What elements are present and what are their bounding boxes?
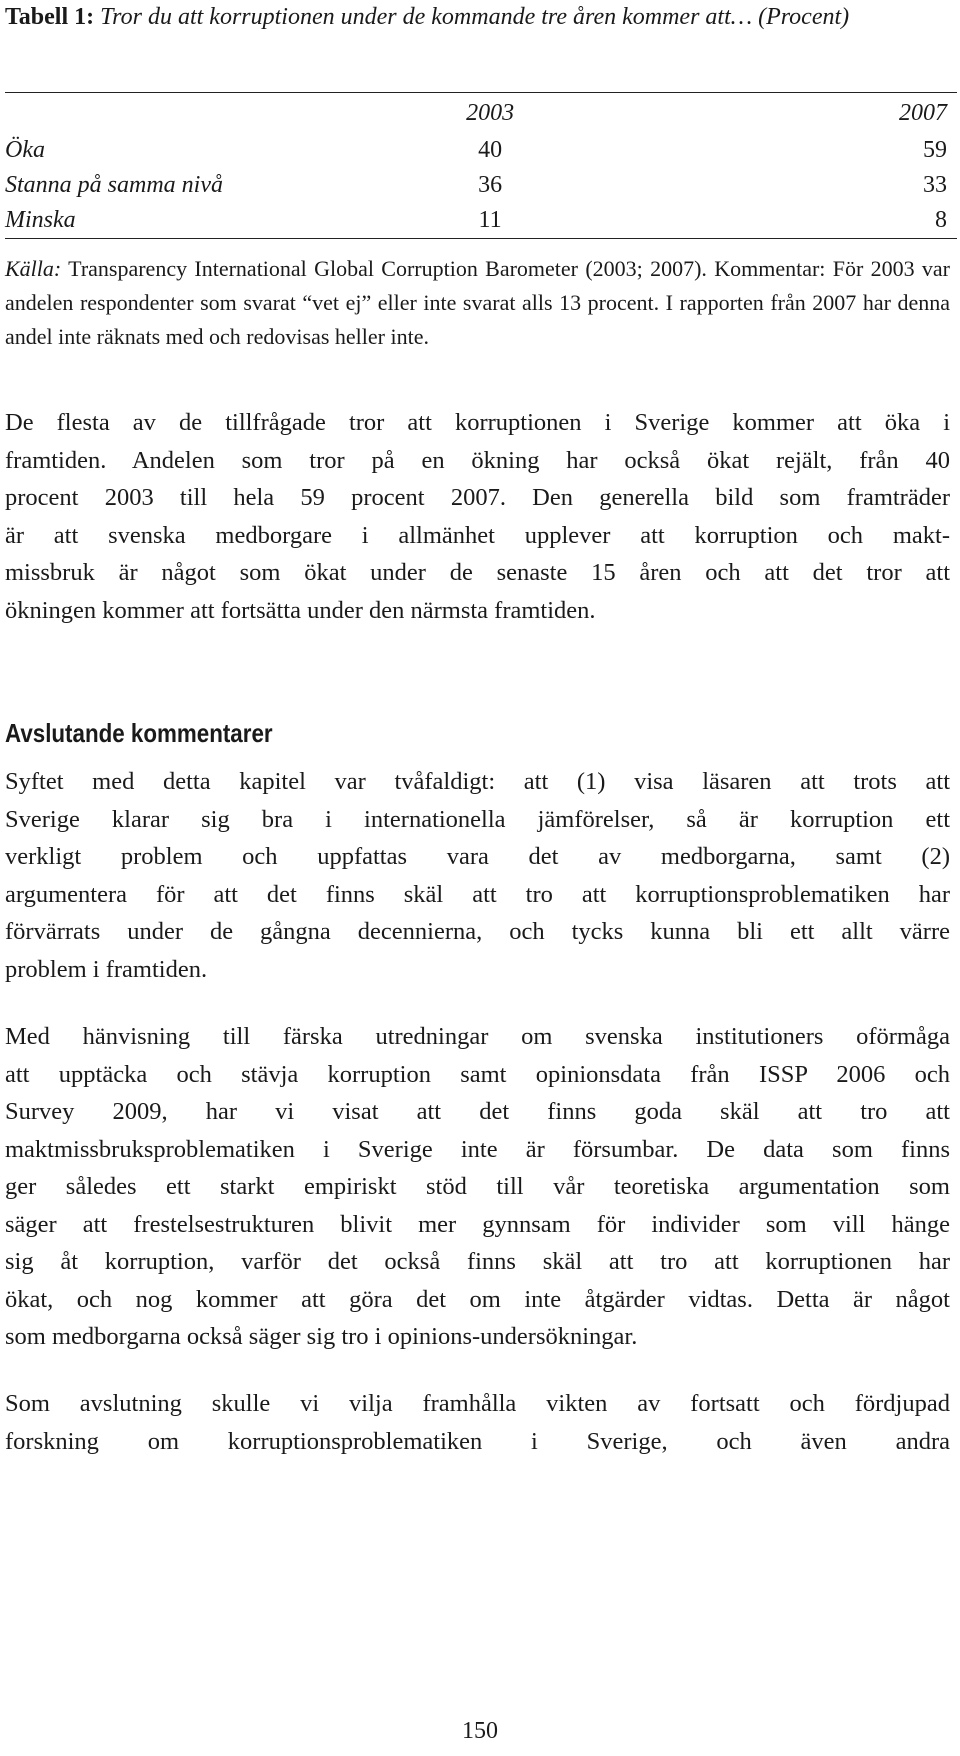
- cell-2007: 33: [923, 172, 947, 198]
- text-line: Med hänvisning till färska utredningar om svenska institutioners oförmåga: [5, 1023, 950, 1050]
- text-line: Syftet med detta kapitel var tvåfaldigt: att (1) visa läsaren att trots att: [5, 768, 950, 795]
- text-line: maktmissbruksproblematiken i Sverige inte är försumbar. De data som finns: [5, 1135, 950, 1163]
- text-line: som medborgarna också säger sig tro i opinions-undersökningar.: [5, 1323, 638, 1350]
- row-label: Öka: [5, 137, 45, 163]
- text-line: förvärrats under de gångna decennierna, och tycks kunna bli ett allt värre: [5, 918, 950, 945]
- page-number: 150: [462, 1718, 498, 1744]
- text-line: är att svenska medborgare i allmänhet upplever att korruption och makt-: [5, 521, 950, 549]
- text-line: säger att frestelsestrukturen blivit mer gynnsam för individer som vill hänge: [5, 1210, 950, 1238]
- text-line: sig åt korruption, varför det också finns skäl att tro att korruptionen har: [5, 1248, 950, 1275]
- text-line: De flesta av de tillfrågade tror att korruptionen i Sverige kommer att öka i: [5, 409, 950, 436]
- text-line: framtiden. Andelen som tror på en ökning har också ökat rejält, från 40: [5, 446, 950, 474]
- cell-2003: 40: [478, 137, 503, 163]
- text-line: Sverige klarar sig bra i internationella jämförelser, så är korruption ett: [5, 805, 950, 833]
- table-caption-label: Tabell 1:: [5, 4, 95, 30]
- table-caption-title: Tror du att korruptionen under de kommande tre åren kommer att… (Procent): [100, 4, 850, 30]
- cell-2007: 8: [551, 203, 957, 239]
- text-line: Som avslutning skulle vi vilja framhålla vikten av fortsatt och fördjupad: [5, 1390, 950, 1417]
- source-label: Källa:: [5, 256, 62, 281]
- table-row: [5, 133, 957, 168]
- text-line: ger således ett starkt empiriskt stöd till vår teoretiska argumentation som: [5, 1173, 950, 1200]
- paragraph-4: [5, 1385, 950, 1460]
- row-label: Minska: [5, 203, 429, 239]
- paragraph-1: [5, 404, 950, 629]
- text-line: verkligt problem och uppfattas vara det av medborgarna, samt (2): [5, 843, 950, 870]
- section-heading: Avslutande kommentarer: [5, 718, 273, 748]
- table-row: [5, 168, 957, 203]
- paragraph-2: [5, 763, 950, 988]
- text-line: procent 2003 till hela 59 procent 2007. Den generella bild som framträder: [5, 484, 950, 511]
- text-line: Survey 2009, har vi visat att det finns goda skäl att tro att: [5, 1098, 950, 1125]
- text-line: problem i framtiden.: [5, 955, 208, 983]
- cell-2003: 36: [478, 172, 503, 198]
- table-caption: [5, 0, 950, 34]
- column-header-2007: 2007: [551, 93, 957, 134]
- table-row: [5, 203, 957, 239]
- source-text: Transparency International Global Corruption Barometer (2003; 2007). Kommentar: För 2003 var andelen respondenter som svarat “vet ej” eller inte svarat alls 13 procent. I rapporten från 2007 har denna andel inte räknats med och redovisas heller inte.: [5, 256, 950, 349]
- row-label: Stanna på samma nivå: [5, 172, 223, 198]
- text-line: ökningen kommer att fortsätta under den närmsta framtiden.: [5, 596, 596, 624]
- text-line: att upptäcka och stävja korruption samt opinionsdata från ISSP 2006 och: [5, 1060, 950, 1088]
- text-line: ökat, och nog kommer att göra det om inte åtgärder vidtas. Detta är något: [5, 1285, 950, 1313]
- table-source-note: [5, 252, 950, 354]
- text-line: missbruk är något som ökat under de senaste 15 åren och att det tror att: [5, 559, 950, 586]
- table-header-row: [5, 93, 957, 134]
- text-line: forskning om korruptionsproblematiken i Sverige, och även andra: [5, 1427, 950, 1455]
- cell-2003: 11: [429, 203, 550, 239]
- paragraph-3: [5, 1018, 950, 1356]
- survey-table: [5, 92, 957, 239]
- cell-2007: 59: [923, 137, 947, 163]
- column-header-2003: 2003: [429, 93, 550, 134]
- text-line: argumentera för att det finns skäl att tro att korruptionsproblematiken har: [5, 880, 950, 908]
